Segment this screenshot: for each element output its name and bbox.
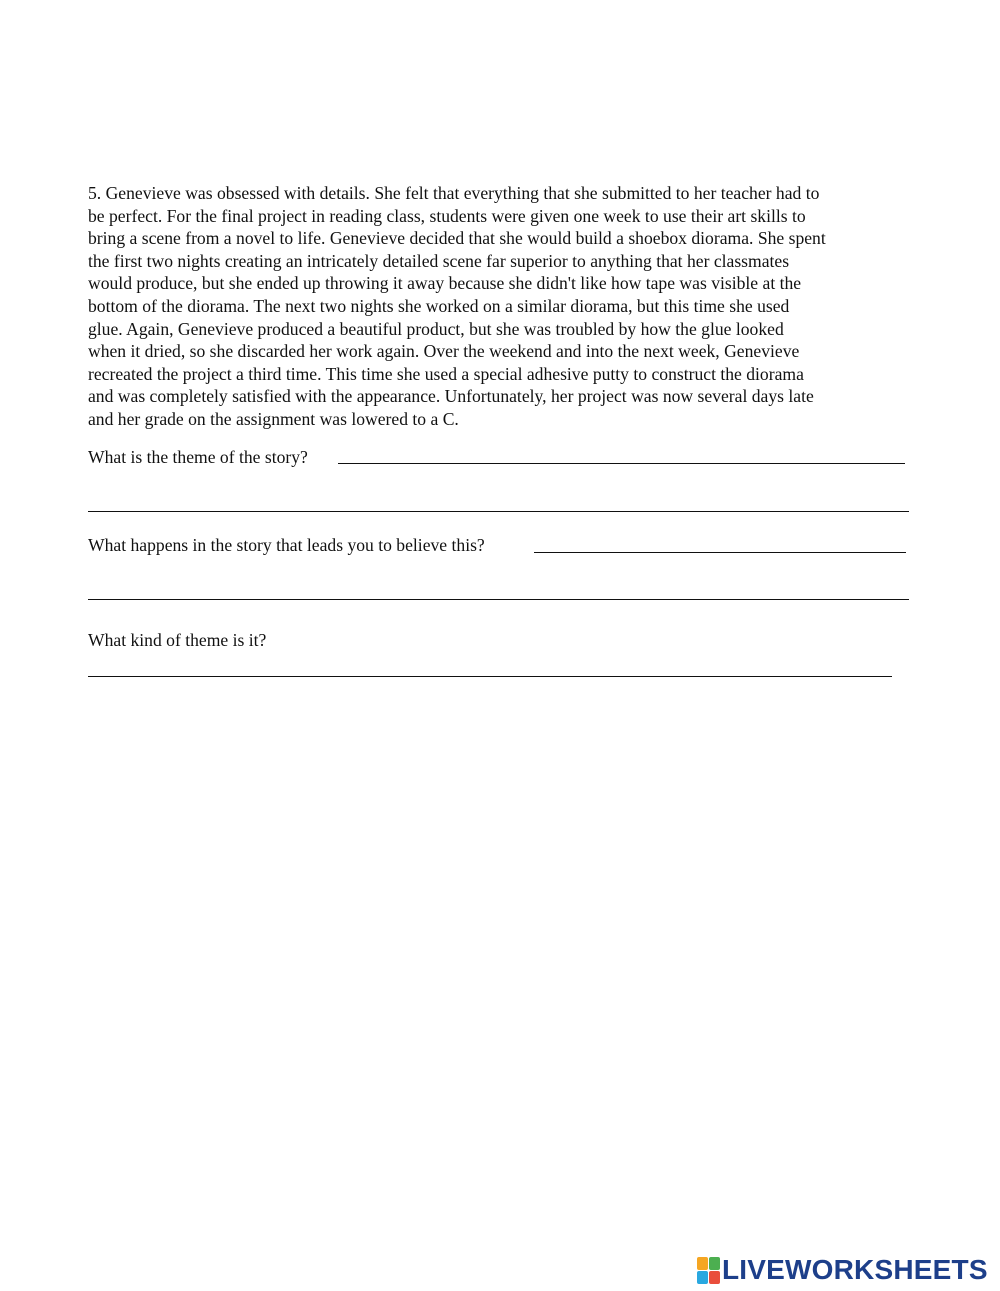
answer-line-theme-kind[interactable] bbox=[88, 676, 892, 677]
passage-line: when it dried, so she discarded her work again. Over the weekend and into the next week, Genevieve bbox=[88, 341, 800, 362]
logo-text: LIVEWORKSHEETS bbox=[722, 1254, 988, 1285]
passage-line: bottom of the diorama. The next two nights she worked on a similar diorama, but this time she used bbox=[88, 295, 790, 316]
answer-line-theme-2[interactable] bbox=[88, 511, 909, 512]
passage-line: glue. Again, Genevieve produced a beautiful product, but she was troubled by how the glue looked bbox=[88, 318, 784, 339]
passage-line: the first two nights creating an intricately detailed scene far superior to anything that her classmates bbox=[88, 250, 790, 271]
passage-line: would produce, but she ended up throwing it away because she didn't like how tape was visible at the bbox=[88, 273, 802, 294]
passage-line: recreated the project a third time. This time she used a special adhesive putty to construct the diorama bbox=[88, 363, 804, 384]
passage-line: be perfect. For the final project in reading class, students were given one week to use their art skills to bbox=[88, 205, 806, 226]
passage-line: and her grade on the assignment was lowered to a C. bbox=[88, 408, 459, 429]
answer-line-evidence-2[interactable] bbox=[88, 599, 909, 600]
story-passage bbox=[88, 182, 918, 431]
question-theme: What is the theme of the story? bbox=[88, 447, 308, 467]
answer-line-theme-1[interactable] bbox=[338, 463, 905, 464]
question-evidence: What happens in the story that leads you to believe this? bbox=[88, 535, 485, 555]
passage-line: and was completely satisfied with the appearance. Unfortunately, her project was now several days late bbox=[88, 386, 814, 407]
question-theme-kind: What kind of theme is it? bbox=[88, 630, 267, 650]
liveworksheets-logo bbox=[697, 1256, 988, 1284]
passage-line: 5. Genevieve was obsessed with details. She felt that everything that she submitted to her teacher had to bbox=[88, 183, 820, 203]
logo-blocks-icon bbox=[697, 1257, 719, 1283]
answer-line-evidence-1[interactable] bbox=[534, 552, 906, 553]
passage-line: bring a scene from a novel to life. Genevieve decided that she would build a shoebox diorama. She spent bbox=[88, 228, 826, 249]
